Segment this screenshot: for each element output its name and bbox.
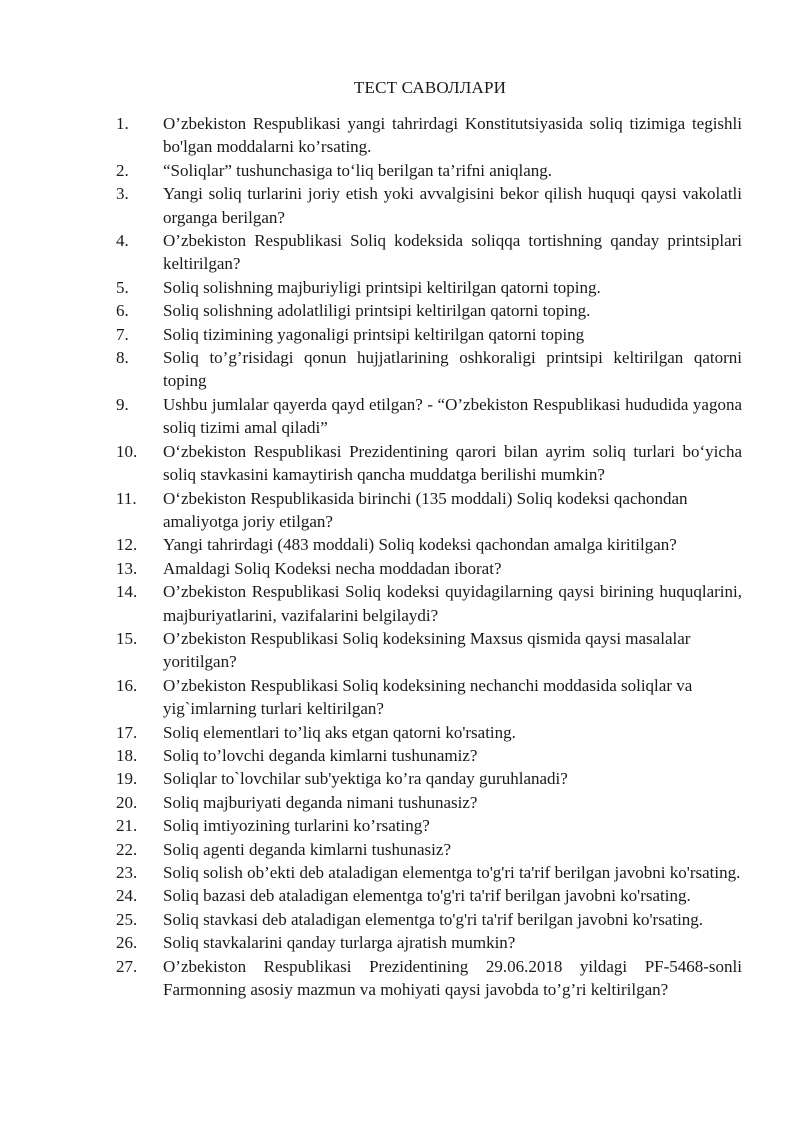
question-text: “Soliqlar” tushunchasiga to‘liq berilgan ta’rifni aniqlang. — [163, 160, 552, 180]
question-number: 18. — [116, 745, 138, 765]
question-number: 7. — [116, 324, 129, 344]
list-item — [0, 791, 742, 814]
question-number: 26. — [116, 933, 138, 953]
list-item — [0, 323, 742, 346]
list-item — [0, 346, 742, 393]
question-number: 16. — [116, 675, 138, 695]
list-item — [0, 557, 742, 580]
question-number: 1. — [116, 114, 129, 133]
question-number: 19. — [116, 769, 138, 789]
list-item — [0, 908, 742, 931]
list-item — [0, 229, 742, 276]
list-item — [0, 674, 742, 721]
list-item — [0, 955, 742, 1002]
list-item — [0, 112, 742, 159]
question-text: Yangi soliq turlarini joriy etish yoki avvalgisini bekor qilish huquqi qaysi vakolatli organga berilgan? — [163, 184, 742, 227]
question-text: O’zbekiston Respublikasi Prezidentining 29.06.2018 yildagi PF-5468-sonli Farmonning asosiy mazmun va mohiyati qaysi javobda to’g’ri keltirilgan? — [163, 956, 742, 1000]
question-number: 17. — [116, 722, 138, 742]
question-number: 5. — [116, 277, 129, 297]
list-item — [0, 814, 742, 837]
question-text: Soliqlar to`lovchilar sub'yektiga ko’ra qanday guruhlanadi? — [163, 769, 568, 789]
question-text: Soliq bazasi deb ataladigan elementga to'g'ri ta'rif berilgan javobni ko'rsating. — [163, 886, 691, 906]
question-text: Soliq solish ob’ekti deb ataladigan elementga to'g'ri ta'rif berilgan javobni ko'rsating. — [163, 863, 741, 882]
question-number: 14. — [116, 582, 138, 602]
list-item — [0, 721, 742, 744]
question-text: Ushbu jumlalar qayerda qayd etilgan? - “O’zbekiston Respublikasi hududida yagona soliq tizimi amal qiladi” — [163, 394, 742, 438]
list-item — [0, 182, 742, 229]
question-text: Soliq stavkasi deb ataladigan elementga to'g'ri ta'rif berilgan javobni ko'rsating. — [163, 909, 704, 929]
list-item — [0, 533, 742, 556]
list-item — [0, 580, 742, 627]
list-item — [0, 393, 742, 440]
question-text: Soliq solishning majburiyligi printsipi keltirilgan qatorni toping. — [163, 277, 601, 297]
question-text: Soliq majburiyati deganda nimani tushunasiz? — [163, 792, 478, 812]
question-number: 13. — [116, 558, 138, 578]
question-text: Soliq stavkalarini qanday turlarga ajratish mumkin? — [163, 933, 516, 953]
question-number: 8. — [116, 348, 129, 368]
question-number: 11. — [116, 488, 137, 508]
list-item — [0, 299, 742, 322]
question-number: 21. — [116, 816, 138, 836]
question-text: O’zbekiston Respublikasi Soliq kodeksining nechanchi moddasida soliqlar va yig`imlarning turlari keltirilgan? — [163, 675, 693, 719]
question-number: 12. — [116, 535, 138, 555]
question-text: O’zbekiston Respublikasi Soliq kodeksi quyidagilarning qaysi birining huquqlarini, majburiyatlarini, vazifalarini belgilaydi? — [163, 582, 742, 625]
question-text: O’zbekiston Respublikasi Soliq kodeksida soliqqa tortishning qanday printsiplari keltirilgan? — [163, 231, 742, 274]
question-text: Amaldagi Soliq Kodeksi necha moddadan iborat? — [163, 558, 502, 578]
question-number: 23. — [116, 863, 138, 882]
questions-list — [0, 112, 800, 1001]
question-number: 20. — [116, 792, 138, 812]
question-number: 22. — [116, 839, 138, 859]
question-text: O’zbekiston Respublikasi yangi tahrirdagi Konstitutsiyasida soliq tizimiga tegishli bo'lgan moddalarni ko’rsating. — [163, 114, 742, 157]
question-text: O’zbekiston Respublikasi Soliq kodeksining Maxsus qismida qaysi masalalar yoritilgan? — [163, 628, 691, 672]
question-number: 4. — [116, 231, 129, 251]
question-text: O‘zbekiston Respublikasida birinchi (135 moddali) Soliq kodeksi qachondan amaliyotga joriy etilgan? — [163, 488, 688, 531]
list-item — [0, 884, 742, 907]
question-number: 15. — [116, 628, 138, 648]
list-item — [0, 931, 742, 954]
list-item — [0, 159, 742, 182]
question-number: 2. — [116, 160, 129, 180]
list-item — [0, 767, 742, 790]
list-item — [0, 440, 742, 487]
question-text: Soliq tizimining yagonaligi printsipi keltirilgan qatorni toping — [163, 324, 585, 344]
list-item — [0, 276, 742, 299]
page-title: ТЕСТ САВОЛЛАРИ — [353, 78, 507, 97]
list-item — [0, 627, 742, 674]
question-number: 27. — [116, 956, 138, 976]
list-item — [0, 744, 742, 767]
question-text: O‘zbekiston Respublikasi Prezidentining qarori bilan ayrim soliq turlari bo‘yicha soliq stavkasini kamaytirish qancha muddatga berilishi mumkin? — [163, 441, 742, 485]
question-text: Soliq to’lovchi deganda kimlarni tushunamiz? — [163, 745, 478, 765]
question-number: 6. — [116, 301, 129, 321]
question-number: 3. — [116, 184, 129, 204]
question-text: Soliq solishning adolatliligi printsipi keltirilgan qatorni toping. — [163, 301, 591, 321]
question-number: 24. — [116, 886, 138, 906]
question-text: Soliq elementlari to’liq aks etgan qatorni ko'rsating. — [163, 722, 516, 742]
question-text: Soliq imtiyozining turlarini ko’rsating? — [163, 816, 430, 836]
question-number: 10. — [116, 441, 138, 461]
question-text: Soliq to’g’risidagi qonun hujjatlarining oshkoraligi printsipi keltirilgan qatorni toping — [163, 348, 742, 391]
question-number: 25. — [116, 909, 138, 929]
list-item — [0, 487, 742, 534]
list-item — [0, 838, 742, 861]
question-text: Soliq agenti deganda kimlarni tushunasiz? — [163, 839, 451, 859]
list-item — [0, 861, 742, 884]
question-number: 9. — [116, 394, 129, 414]
question-text: Yangi tahrirdagi (483 moddali) Soliq kodeksi qachondan amalga kiritilgan? — [163, 535, 677, 555]
